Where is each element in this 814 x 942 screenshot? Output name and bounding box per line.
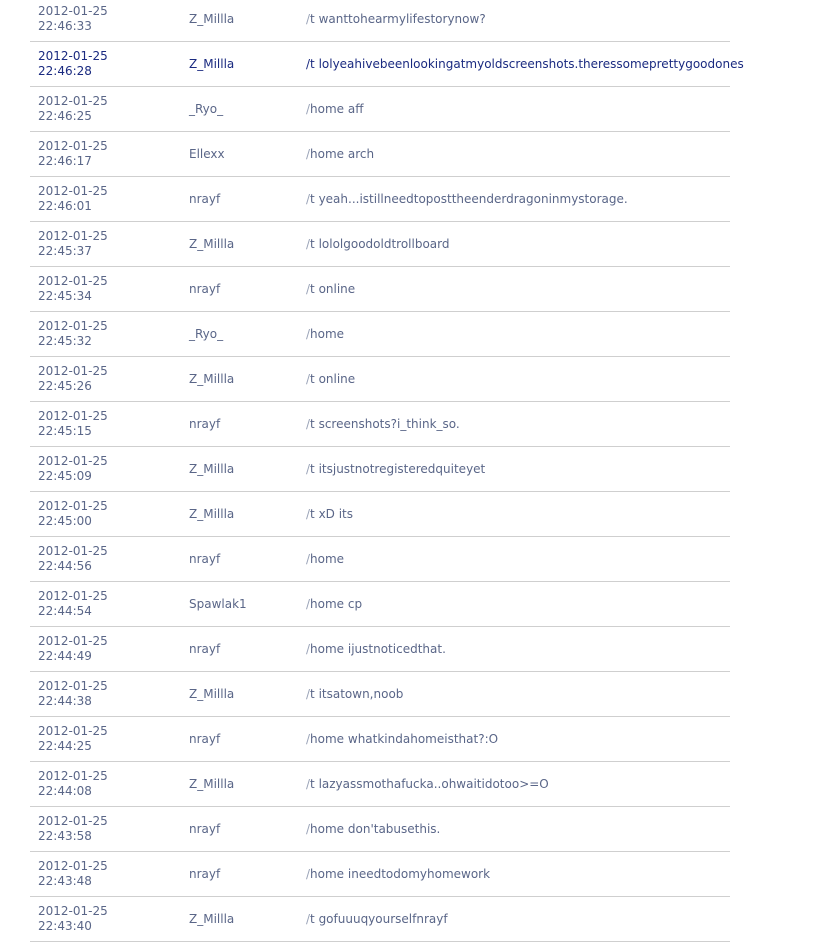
log-row <box>30 717 730 762</box>
log-username: Z_Millla <box>181 492 298 537</box>
log-row <box>30 447 730 492</box>
command-slash: / <box>306 146 311 161</box>
log-time: 22:44:56 <box>38 559 92 573</box>
log-timestamp <box>30 87 181 132</box>
log-timestamp <box>30 42 181 87</box>
log-timestamp <box>30 132 181 177</box>
log-timestamp <box>30 852 181 897</box>
log-time: 22:46:25 <box>38 109 92 123</box>
log-command <box>298 222 730 267</box>
log-username: _Ryo_ <box>181 87 298 132</box>
log-time: 22:45:00 <box>38 514 92 528</box>
log-timestamp <box>30 402 181 447</box>
log-username: nrayf <box>181 852 298 897</box>
command-slash: / <box>306 416 311 431</box>
log-time: 22:44:08 <box>38 784 92 798</box>
log-date: 2012-01-25 <box>38 364 108 378</box>
log-date: 2012-01-25 <box>38 94 108 108</box>
log-timestamp <box>30 222 181 267</box>
log-time: 22:44:25 <box>38 739 92 753</box>
log-timestamp <box>30 807 181 852</box>
log-username: nrayf <box>181 177 298 222</box>
command-slash: / <box>306 236 311 251</box>
command-text: t itsjustnotregisteredquiteyet <box>310 461 486 476</box>
command-slash: / <box>306 281 311 296</box>
log-username: Z_Millla <box>181 762 298 807</box>
log-row <box>30 852 730 897</box>
command-log-body <box>30 0 744 942</box>
command-slash: / <box>306 326 311 341</box>
command-text: home cp <box>310 596 363 611</box>
log-command <box>298 582 730 627</box>
log-timestamp <box>30 762 181 807</box>
log-row <box>30 582 730 627</box>
log-command <box>298 267 730 312</box>
log-date: 2012-01-25 <box>38 274 108 288</box>
command-slash: / <box>306 866 311 881</box>
command-slash: / <box>306 191 311 206</box>
command-slash: / <box>306 596 311 611</box>
log-command <box>298 897 730 942</box>
log-date: 2012-01-25 <box>38 4 108 18</box>
log-date: 2012-01-25 <box>38 139 108 153</box>
command-text: t yeah...istillneedtoposttheenderdragoninmystorage. <box>310 191 628 206</box>
log-time: 22:43:58 <box>38 829 92 843</box>
log-command <box>298 717 730 762</box>
log-username: nrayf <box>181 627 298 672</box>
command-slash: / <box>306 506 311 521</box>
command-text: t wanttohearmylifestorynow? <box>310 11 486 26</box>
log-username: _Ryo_ <box>181 312 298 357</box>
command-text: home ineedtodomyhomework <box>310 866 491 881</box>
log-timestamp <box>30 627 181 672</box>
command-slash: / <box>306 56 311 71</box>
log-date: 2012-01-25 <box>38 769 108 783</box>
log-username: Z_Millla <box>181 0 298 42</box>
log-command <box>298 672 730 717</box>
command-text: t lolyeahivebeenlookingatmyoldscreenshots.theressomeprettygoodones <box>310 56 744 71</box>
log-command <box>298 357 730 402</box>
log-time: 22:46:28 <box>38 64 92 78</box>
command-slash: / <box>306 731 311 746</box>
command-text: home <box>310 551 345 566</box>
log-command <box>298 852 730 897</box>
command-slash: / <box>306 551 311 566</box>
log-row <box>30 897 730 942</box>
log-time: 22:45:09 <box>38 469 92 483</box>
log-timestamp <box>30 312 181 357</box>
log-command <box>298 42 744 87</box>
log-command <box>298 132 730 177</box>
log-row <box>30 87 730 132</box>
command-text: t lazyassmothafucka..ohwaitidotoo>=O <box>310 776 549 791</box>
log-username: nrayf <box>181 267 298 312</box>
log-username: Spawlak1 <box>181 582 298 627</box>
log-time: 22:44:38 <box>38 694 92 708</box>
log-row <box>30 672 730 717</box>
log-date: 2012-01-25 <box>38 499 108 513</box>
log-date: 2012-01-25 <box>38 589 108 603</box>
log-time: 22:45:26 <box>38 379 92 393</box>
log-date: 2012-01-25 <box>38 454 108 468</box>
log-row <box>30 312 730 357</box>
log-time: 22:46:17 <box>38 154 92 168</box>
command-text: t itsatown,noob <box>310 686 404 701</box>
log-username: Z_Millla <box>181 447 298 492</box>
log-row <box>30 222 730 267</box>
log-date: 2012-01-25 <box>38 904 108 918</box>
log-username: nrayf <box>181 537 298 582</box>
command-text: home ijustnoticedthat. <box>310 641 446 656</box>
log-row <box>30 0 730 42</box>
log-time: 22:43:40 <box>38 919 92 933</box>
log-username: Z_Millla <box>181 672 298 717</box>
log-command <box>298 447 730 492</box>
log-timestamp <box>30 0 181 42</box>
log-timestamp <box>30 717 181 762</box>
command-text: home don'tabusethis. <box>310 821 441 836</box>
log-timestamp <box>30 492 181 537</box>
command-slash: / <box>306 686 311 701</box>
log-date: 2012-01-25 <box>38 679 108 693</box>
log-timestamp <box>30 537 181 582</box>
log-time: 22:46:01 <box>38 199 92 213</box>
log-date: 2012-01-25 <box>38 184 108 198</box>
command-slash: / <box>306 371 311 386</box>
log-time: 22:44:49 <box>38 649 92 663</box>
command-text: t lololgoodoldtrollboard <box>310 236 450 251</box>
log-date: 2012-01-25 <box>38 544 108 558</box>
log-time: 22:45:34 <box>38 289 92 303</box>
log-date: 2012-01-25 <box>38 409 108 423</box>
log-row <box>30 132 730 177</box>
command-text: t xD its <box>310 506 354 521</box>
log-date: 2012-01-25 <box>38 634 108 648</box>
command-text: home aff <box>310 101 364 116</box>
command-slash: / <box>306 461 311 476</box>
log-username: Ellexx <box>181 132 298 177</box>
log-username: Z_Millla <box>181 357 298 402</box>
log-date: 2012-01-25 <box>38 859 108 873</box>
log-row <box>30 357 730 402</box>
log-time: 22:45:15 <box>38 424 92 438</box>
log-row <box>30 42 730 87</box>
command-slash: / <box>306 911 311 926</box>
log-username: nrayf <box>181 807 298 852</box>
command-text: t online <box>310 371 356 386</box>
log-command <box>298 177 730 222</box>
command-text: t gofuuuqyourselfnrayf <box>310 911 448 926</box>
log-date: 2012-01-25 <box>38 49 108 63</box>
log-time: 22:44:54 <box>38 604 92 618</box>
log-row <box>30 762 730 807</box>
log-row <box>30 492 730 537</box>
log-row <box>30 537 730 582</box>
command-text: t screenshots?i_think_so. <box>310 416 460 431</box>
command-slash: / <box>306 11 311 26</box>
command-log-table <box>30 0 744 942</box>
log-username: nrayf <box>181 402 298 447</box>
log-username: nrayf <box>181 717 298 762</box>
log-date: 2012-01-25 <box>38 229 108 243</box>
log-time: 22:45:37 <box>38 244 92 258</box>
log-timestamp <box>30 672 181 717</box>
log-timestamp <box>30 177 181 222</box>
log-username: Z_Millla <box>181 897 298 942</box>
log-timestamp <box>30 582 181 627</box>
log-time: 22:43:48 <box>38 874 92 888</box>
command-text: home whatkindahomeisthat?:O <box>310 731 499 746</box>
log-time: 22:46:33 <box>38 19 92 33</box>
log-row <box>30 627 730 672</box>
log-row <box>30 267 730 312</box>
log-timestamp <box>30 267 181 312</box>
log-command <box>298 537 730 582</box>
command-text: home <box>310 326 345 341</box>
log-command <box>298 627 730 672</box>
log-command <box>298 492 730 537</box>
command-slash: / <box>306 821 311 836</box>
log-date: 2012-01-25 <box>38 814 108 828</box>
command-text: t online <box>310 281 356 296</box>
command-slash: / <box>306 101 311 116</box>
log-date: 2012-01-25 <box>38 319 108 333</box>
command-slash: / <box>306 641 311 656</box>
log-command <box>298 87 730 132</box>
log-username: Z_Millla <box>181 42 298 87</box>
log-row <box>30 402 730 447</box>
command-text: home arch <box>310 146 375 161</box>
log-command <box>298 402 730 447</box>
log-timestamp <box>30 447 181 492</box>
log-command <box>298 807 730 852</box>
log-command <box>298 312 730 357</box>
log-username: Z_Millla <box>181 222 298 267</box>
log-command <box>298 762 730 807</box>
log-command <box>298 0 730 42</box>
log-date: 2012-01-25 <box>38 724 108 738</box>
log-timestamp <box>30 897 181 942</box>
log-timestamp <box>30 357 181 402</box>
log-row <box>30 807 730 852</box>
log-time: 22:45:32 <box>38 334 92 348</box>
log-row <box>30 177 730 222</box>
command-slash: / <box>306 776 311 791</box>
